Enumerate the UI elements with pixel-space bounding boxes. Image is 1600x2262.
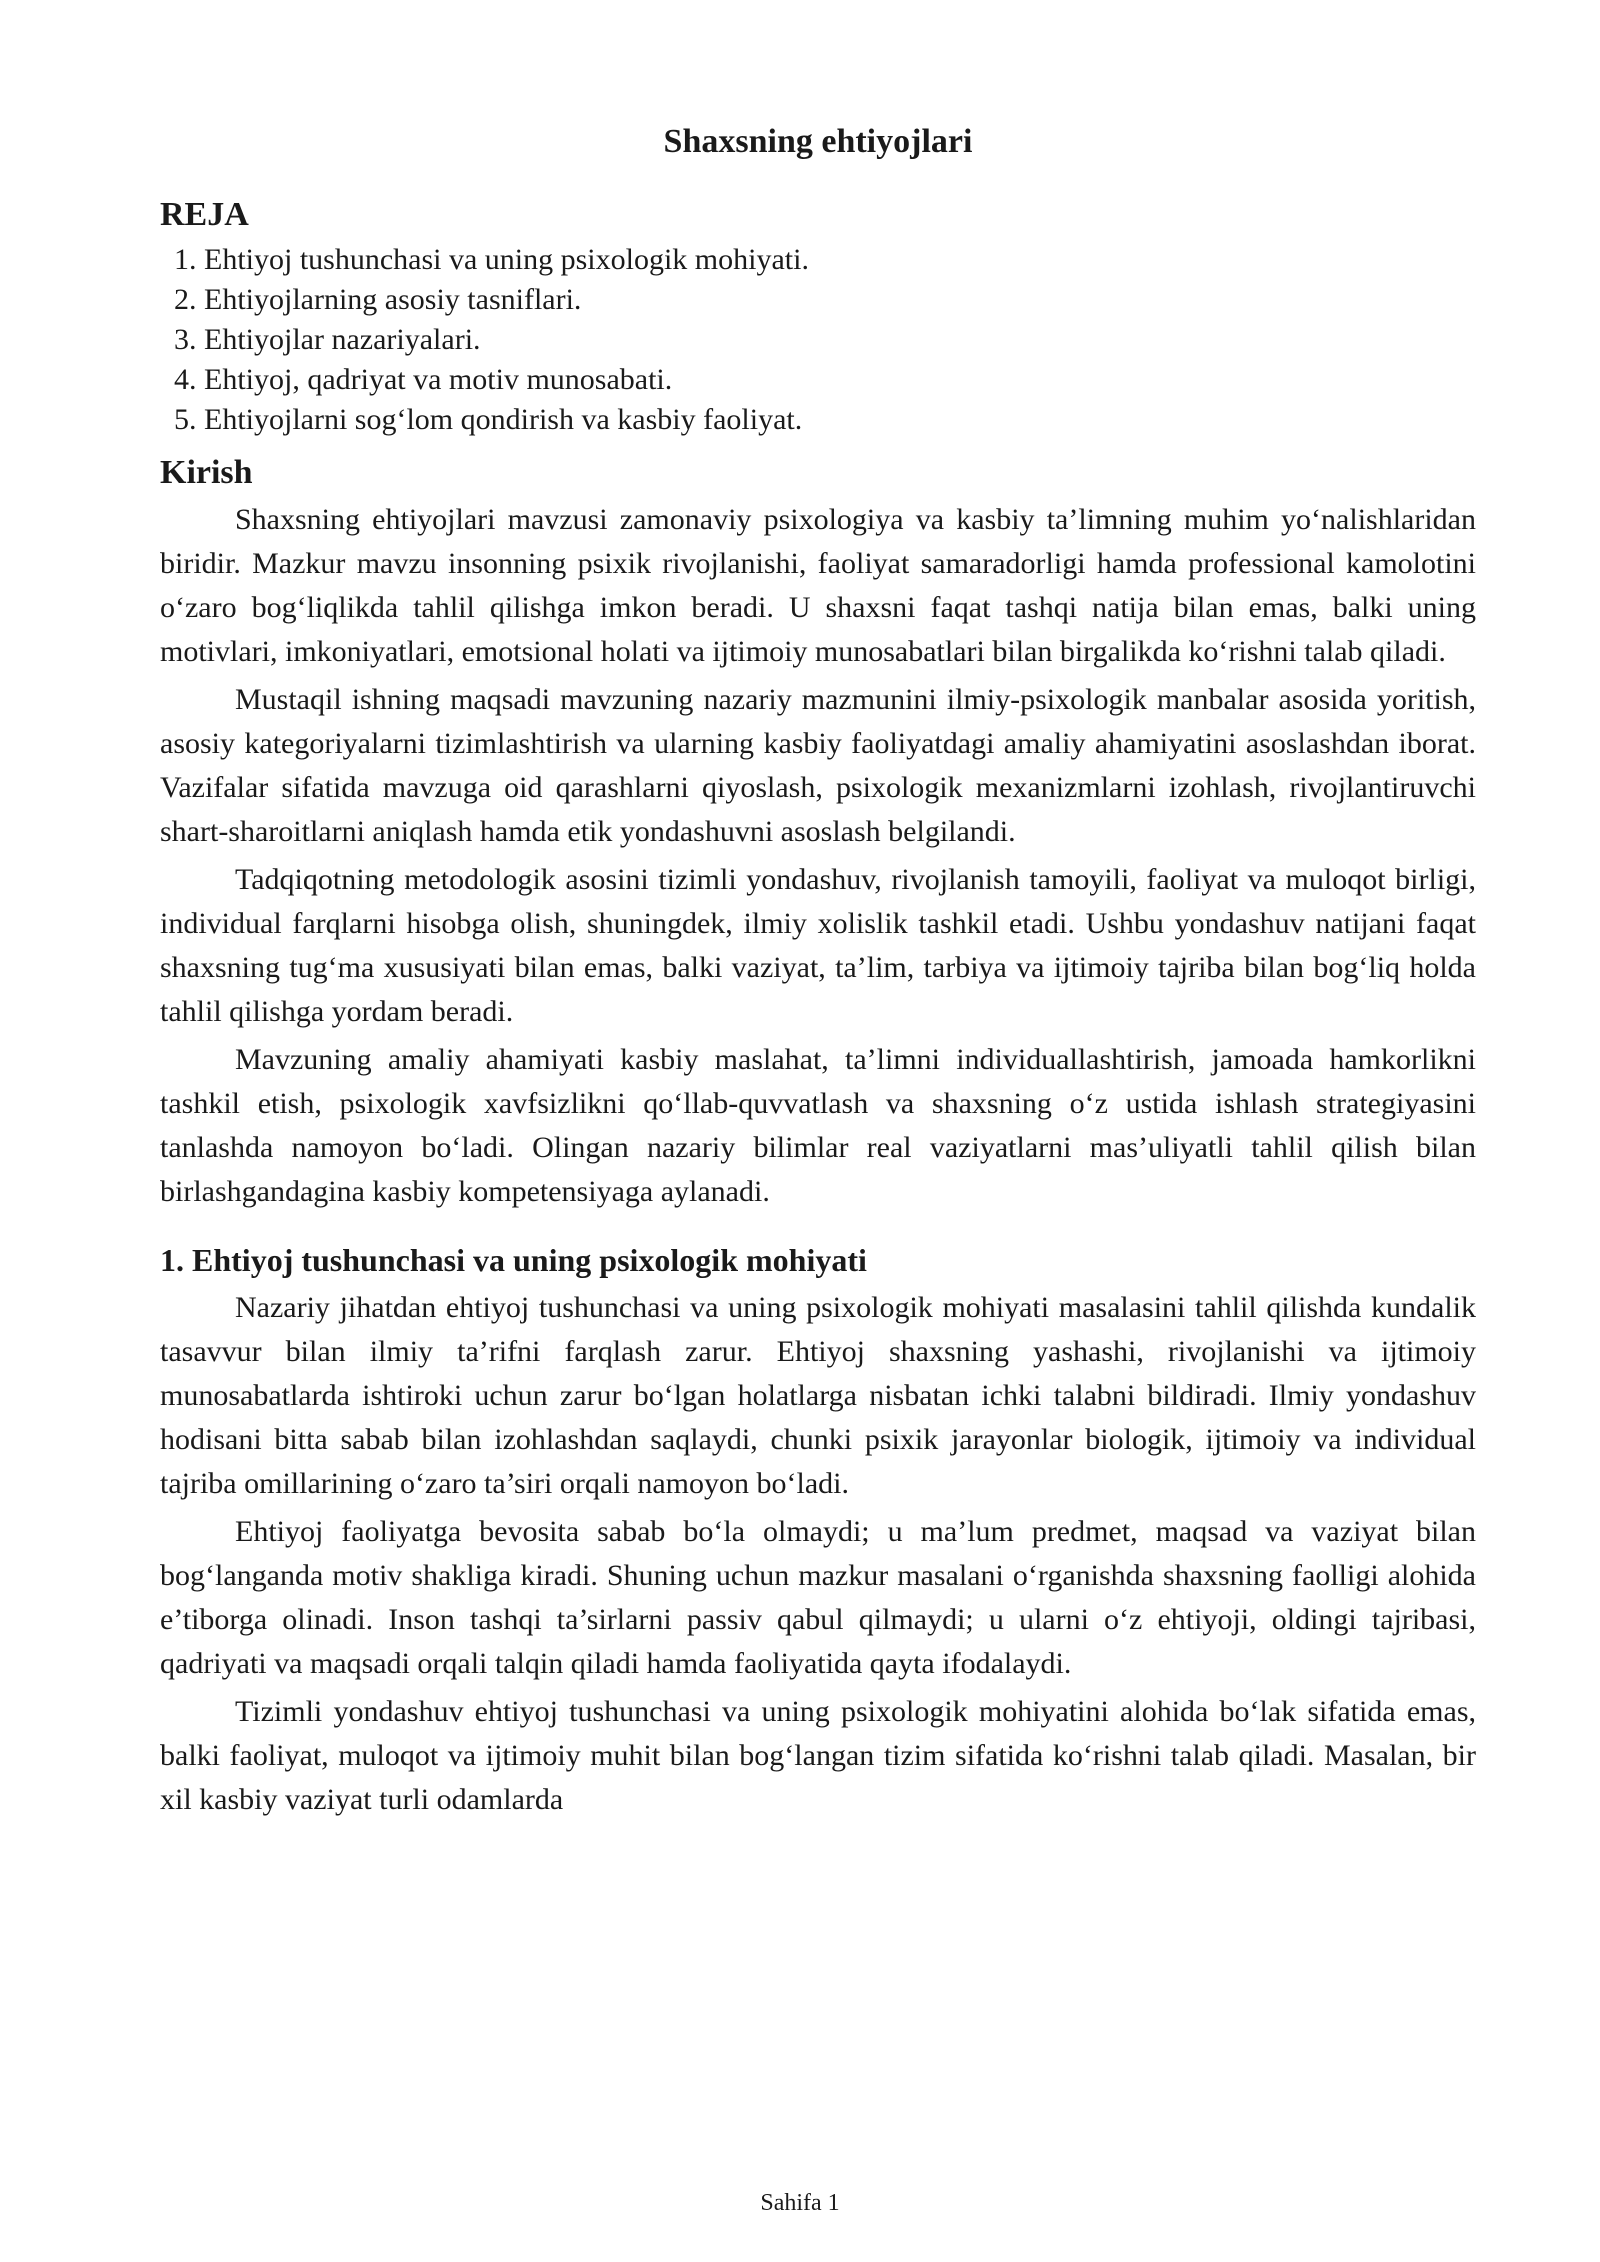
section-1-paragraph: Tizimli yondashuv ehtiyoj tushunchasi va uning psixologik mohiyatini alohida bo‘lak sifatida emas, balki faoliyat, muloqot va ijtimoiy muhit bilan bog‘langan tizim sifatida ko‘rishni talab qiladi. Masalan, bir xil kasbiy vaziyat turli odamlarda [160, 1695, 1476, 1816]
intro-paragraph: Mustaqil ishning maqsadi mavzuning nazariy mazmunini ilmiy-psixologik manbalar asosida yoritish, asosiy kategoriyalarni tizimlashtirish va ularning kasbiy faoliyatdagi amaliy ahamiyatini asoslashdan iborat. Vazifalar sifatida mavzuga oid qarashlarni qiyoslash, psixologik mexanizmlarni izohlash, rivojlantiruvchi shart-sharoitlarni aniqlash hamda etik yondashuvni asoslash belgilandi. [160, 683, 1476, 848]
plan-item: 3. Ehtiyojlar nazariyalari. [174, 323, 481, 356]
section-1-paragraph: Nazariy jihatdan ehtiyoj tushunchasi va uning psixologik mohiyati masalasini tahlil qilishda kundalik tasavvur bilan ilmiy ta’rifni farqlash zarur. Ehtiyoj shaxsning yashashi, rivojlanishi va ijtimoiy munosabatlarda ishtiroki uchun zarur bo‘lgan holatlarga nisbatan ichki talabni bildiradi. Ilmiy yondashuv hodisani bitta sabab bilan izohlashdan saqlaydi, chunki psixik jarayonlar biologik, ijtimoiy va individual tajriba omillarining o‘zaro ta’siri orqali namoyon bo‘ladi. [160, 1291, 1476, 1500]
plan-item: 5. Ehtiyojlarni sog‘lom qondirish va kasbiy faoliyat. [174, 403, 803, 436]
document-page [160, 118, 1476, 1826]
page-number: Sahifa 1 [760, 2190, 840, 2216]
plan-heading: REJA [160, 196, 249, 233]
plan-item: 2. Ehtiyojlarning asosiy tasniflari. [174, 283, 582, 316]
intro-paragraph: Tadqiqotning metodologik asosini tizimli yondashuv, rivojlanish tamoyili, faoliyat va muloqot birligi, individual farqlarni hisobga olish, shuningdek, ilmiy xolislik tashkil etadi. Ushbu yondashuv natijani faqat shaxsning tug‘ma xususiyati bilan emas, balki vaziyat, ta’lim, tarbiya va ijtimoiy tajriba bilan bog‘liq holda tahlil qilishga yordam beradi. [160, 863, 1476, 1028]
intro-heading: Kirish [160, 454, 253, 491]
plan-item: 1. Ehtiyoj tushunchasi va uning psixologik mohiyati. [174, 243, 809, 276]
plan-item: 4. Ehtiyoj, qadriyat va motiv munosabati. [174, 363, 673, 396]
plan-list [160, 240, 1476, 440]
section-1-paragraph: Ehtiyoj faoliyatga bevosita sabab bo‘la olmaydi; u ma’lum predmet, maqsad va vaziyat bilan bog‘langanda motiv shakliga kiradi. Shuning uchun mazkur masalani o‘rganishda shaxsning faolligi alohida e’tiborga olinadi. Inson tashqi ta’sirlarni passiv qabul qilmaydi; u ularni o‘z ehtiyoji, oldingi tajribasi, qadriyati va maqsadi orqali talqin qiladi hamda faoliyatida qayta ifodalaydi. [160, 1515, 1476, 1680]
intro-paragraph: Shaxsning ehtiyojlari mavzusi zamonaviy psixologiya va kasbiy ta’limning muhim yo‘nalishlaridan biridir. Mazkur mavzu insonning psixik rivojlanishi, faoliyat samaradorligi hamda professional kamolotini o‘zaro bog‘liqlikda tahlil qilishga imkon beradi. U shaxsni faqat tashqi natija bilan emas, balki uning motivlari, imkoniyatlari, emotsional holati va ijtimoiy munosabatlari bilan birgalikda ko‘rishni talab qiladi. [160, 503, 1476, 668]
section-1-heading: 1. Ehtiyoj tushunchasi va uning psixologik mohiyati [160, 1242, 867, 1278]
intro-paragraph: Mavzuning amaliy ahamiyati kasbiy maslahat, ta’limni individuallashtirish, jamoada hamkorlikni tashkil etish, psixologik xavfsizlikni qo‘llab-quvvatlash va shaxsning o‘z ustida ishlash strategiyasini tanlashda namoyon bo‘ladi. Olingan nazariy bilimlar real vaziyatlarni mas’uliyatli tahlil qilish bilan birlashgandagina kasbiy kompetensiyaga aylanadi. [160, 1043, 1476, 1208]
document-title: Shaxsning ehtiyojlari [663, 123, 973, 160]
